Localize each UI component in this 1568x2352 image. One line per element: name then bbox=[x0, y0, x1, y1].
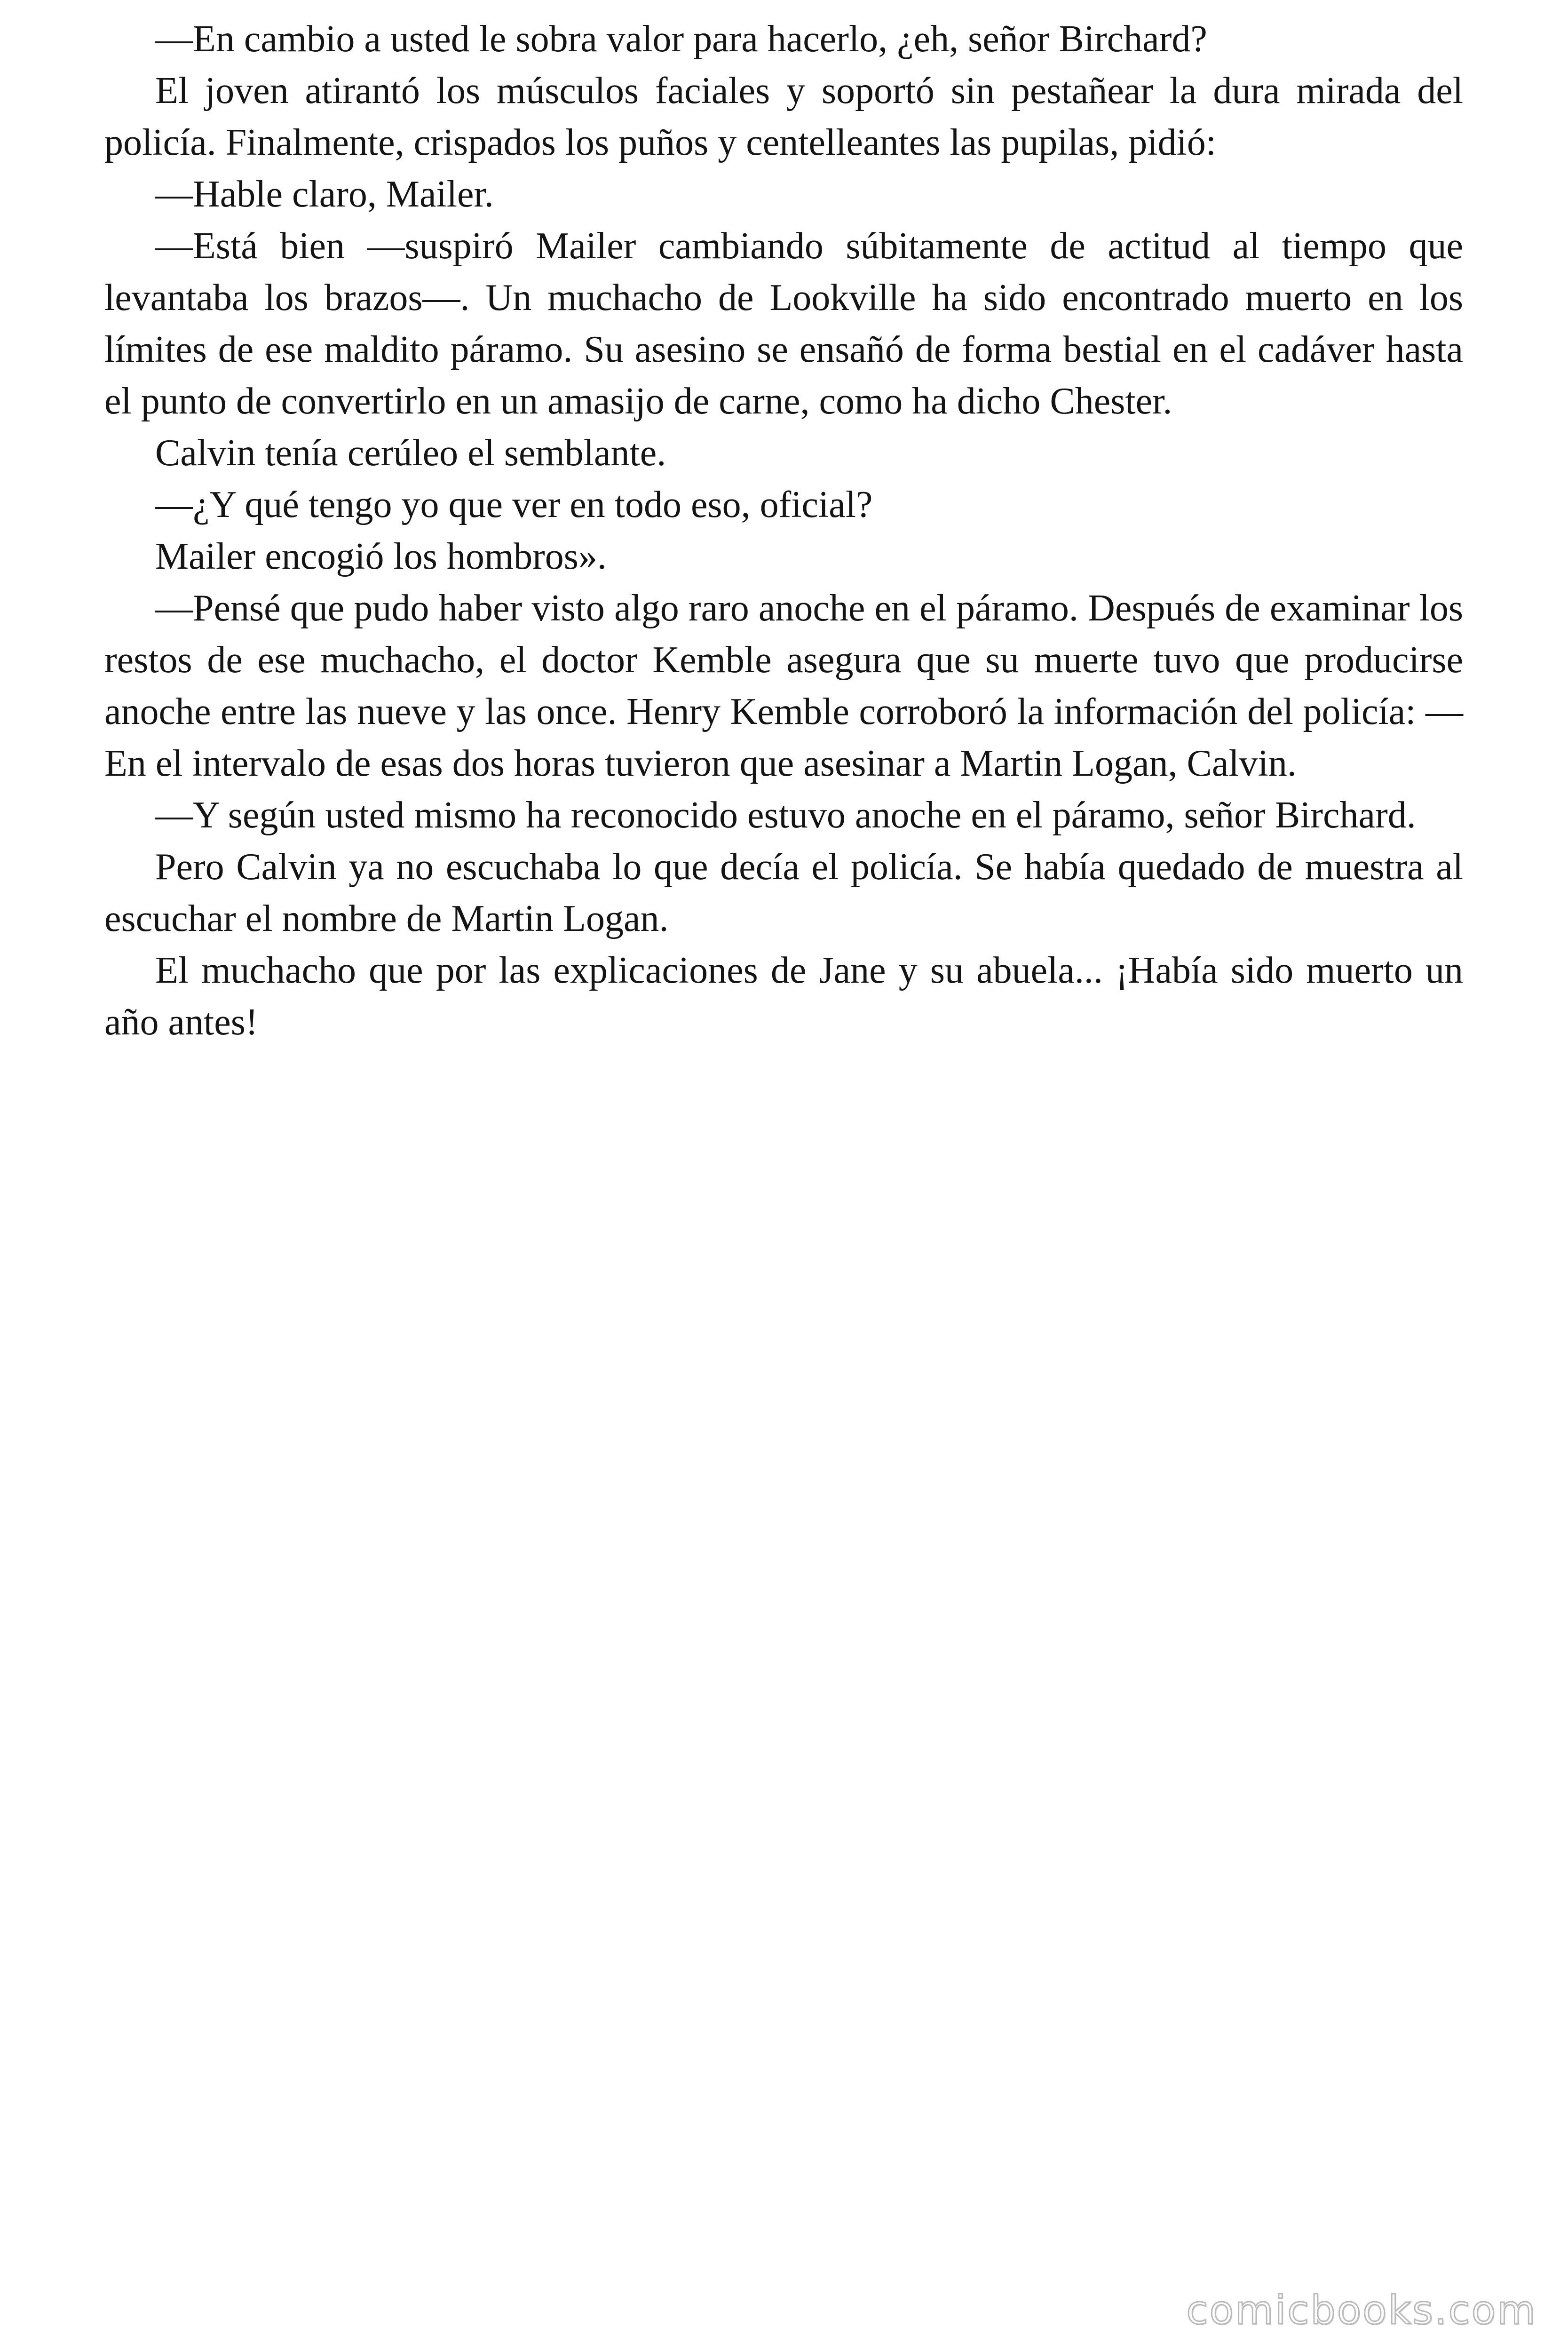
body-text bbox=[104, 13, 1463, 1048]
paragraph-9: —Y según usted mismo ha reconocido estuvo anoche en el páramo, señor Birchard. bbox=[155, 795, 1416, 836]
paragraph-10: Pero Calvin ya no escuchaba lo que decía el policía. Se había quedado de muestra al escuchar el nombre de Martin Logan. bbox=[104, 846, 1463, 939]
watermark-text: comicbooks.com bbox=[1186, 2287, 1537, 2333]
paragraph-7: Mailer encogió los hombros». bbox=[155, 536, 607, 577]
paragraph-3: —Hable claro, Mailer. bbox=[155, 174, 494, 215]
paragraph-6: —¿Y qué tengo yo que ver en todo eso, oficial? bbox=[155, 484, 873, 525]
paragraph-11: El muchacho que por las explicaciones de Jane y su abuela... ¡Había sido muerto un año antes! bbox=[104, 950, 1463, 1043]
paragraph-8: —Pensé que pudo haber visto algo raro anoche en el páramo. Después de examinar los restos de ese muchacho, el doctor Kemble asegura que su muerte tuvo que producirse anoche entre las nueve y las once. Henry Kemble corroboró la información del policía: —En el intervalo de esas dos horas tuvieron que asesinar a Martin Logan, Calvin. bbox=[104, 588, 1463, 784]
paragraph-1: —En cambio a usted le sobra valor para hacerlo, ¿eh, señor Birchard? bbox=[155, 18, 1207, 60]
paragraph-4: —Está bien —suspiró Mailer cambiando súbitamente de actitud al tiempo que levantaba los brazos—. Un muchacho de Lookville ha sido encontrado muerto en los límites de ese maldito páramo. Su asesino se ensañó de forma bestial en el cadáver hasta el punto de convertirlo en un amasijo de carne, como ha dicho Chester. bbox=[104, 225, 1463, 422]
paragraph-5: Calvin tenía cerúleo el semblante. bbox=[155, 432, 666, 474]
paragraph-2: El joven atirantó los músculos faciales y soportó sin pestañear la dura mirada del policía. Finalmente, crispados los puños y centelleantes las pupilas, pidió: bbox=[104, 70, 1463, 163]
